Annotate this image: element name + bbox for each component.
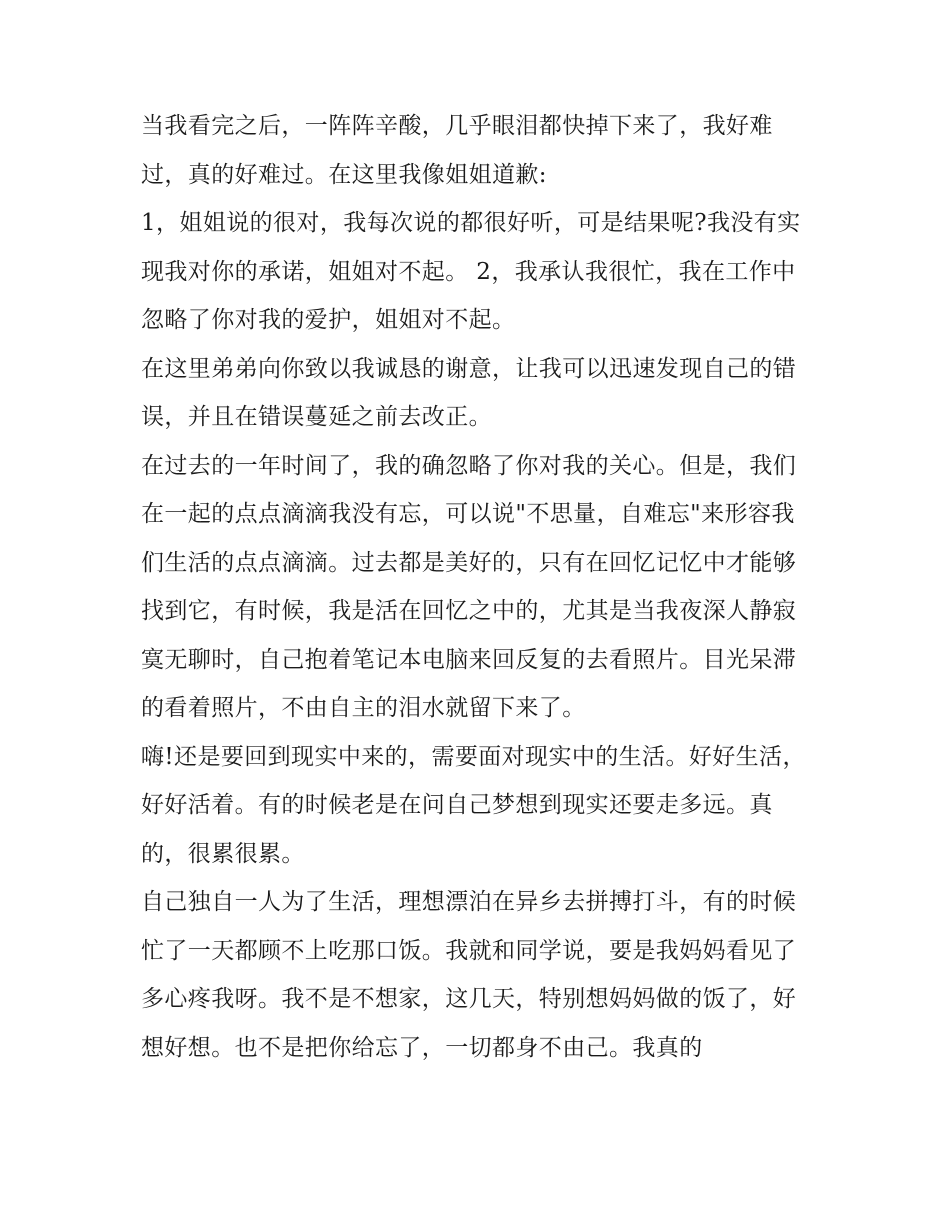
paragraph-gratitude: 在这里弟弟向你致以我诚恳的谢意，让我可以迅速发现自己的错误，并且在错误蔓延之前去改正。 xyxy=(141,355,797,430)
paragraph-homesick: 自己独自一人为了生活，理想漂泊在异乡去拼搏打斗，有的时候忙了一天都顾不上吃那口饭。我就和同学说，要是我妈妈看见了多心疼我呀。我不是不想家，这几天，特别想妈妈做的饭了，好想好想。也不是把你给忘了，一切都身不由己。我真的 xyxy=(141,889,797,1061)
paragraph-memories: 在过去的一年时间了，我的确忽略了你对我的关心。但是，我们在一起的点点滴滴我没有忘，可以说"不思量，自难忘"来形容我们生活的点点滴滴。过去都是美好的，只有在回忆记忆中才能够找到它，有时候，我是活在回忆之中的，尤其是当我夜深人静寂寞无聊时，自己抱着笔记本电脑来回反复的去看照片。目光呆滞的看着照片，不由自主的泪水就留下来了。 xyxy=(141,452,797,721)
paragraph-apology-intro: 当我看完之后，一阵阵辛酸，几乎眼泪都快掉下来了，我好难过，真的好难过。在这里我像姐姐道歉: xyxy=(141,113,773,188)
paragraph-reality: 嗨!还是要回到现实中来的，需要面对现实中的生活。好好生活，好好活着。有的时候老是在问自己梦想到现实还要走多远。真的，很累很累。 xyxy=(141,743,806,867)
document-page xyxy=(141,102,813,1072)
paragraph-apology-points: 1，姐姐说的很对，我每次说的都很好听，可是结果呢?我没有实现我对你的承诺，姐姐对不起。 2，我承认我很忙，我在工作中忽略了你对我的爱护，姐姐对不起。 xyxy=(141,210,801,333)
